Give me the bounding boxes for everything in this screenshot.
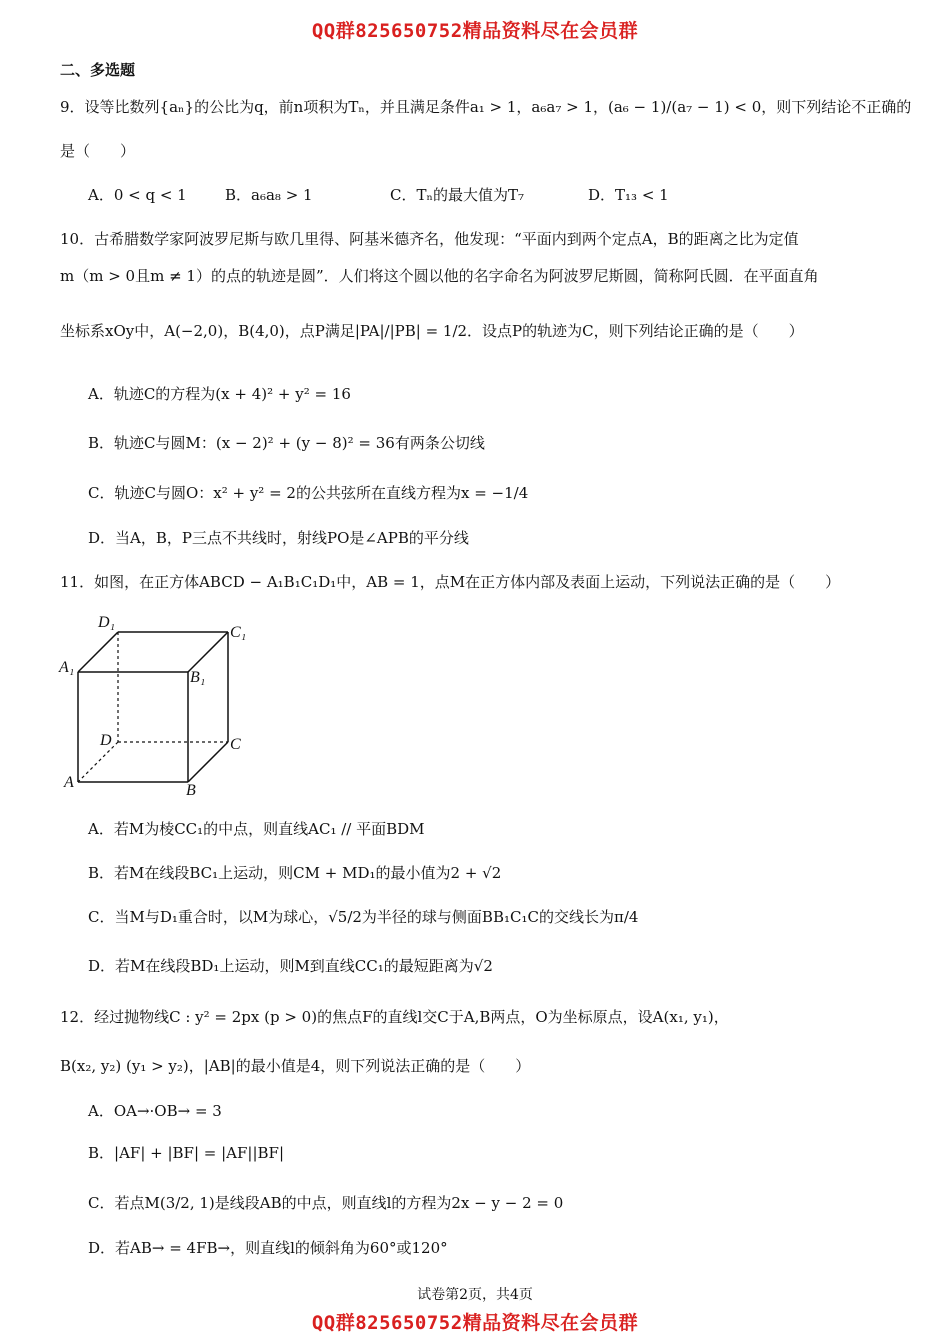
q9-option-c: C．Tₙ的最大值为T₇ (390, 186, 524, 204)
q11-option-b: B．若M在线段BC₁上运动，则CM + MD₁的最小值为2 + √2 (88, 864, 502, 882)
q9-line2: 是（ ） (60, 142, 136, 160)
cube-edge-c1-b1 (188, 632, 228, 672)
section-title: 二、多选题 (60, 61, 136, 79)
q12-option-b: B．|AF| + |BF| = |AF||BF| (88, 1144, 285, 1162)
q11-option-d: D．若M在线段BD₁上运动，则M到直线CC₁的最短距离为√2 (88, 957, 493, 975)
label-b1: B₁ (190, 669, 206, 686)
label-b: B (186, 782, 196, 797)
label-a: A (64, 774, 74, 791)
q11-option-c: C．当M与D₁重合时，以M为球心，√5/2为半径的球与侧面BB₁C₁C的交线长为π/4 (88, 908, 639, 926)
label-c: C (230, 736, 241, 753)
q9-option-b: B．a₆a₈ > 1 (225, 186, 313, 204)
cube-edge-a1-d1 (78, 632, 118, 672)
q11-line1: 11．如图，在正方体ABCD − A₁B₁C₁D₁中，AB = 1，点M在正方体内部及表面上运动，下列说法正确的是（ ） (60, 573, 841, 591)
q10-option-c: C．轨迹C与圆O：x² + y² = 2的公共弦所在直线方程为x = −1/4 (88, 484, 529, 502)
q9-option-d: D．T₁₃ < 1 (588, 186, 669, 204)
q10-option-d: D．当A，B，P三点不共线时，射线PO是∠APB的平分线 (88, 529, 469, 547)
q10-option-b: B．轨迹C与圆M：(x − 2)² + (y − 8)² = 36有两条公切线 (88, 434, 485, 452)
watermark-top: QQ群825650752精品资料尽在会员群 (311, 20, 639, 42)
q12-option-d: D．若AB→ = 4FB→，则直线l的倾斜角为60°或120° (88, 1239, 448, 1257)
q10-line1: 10．古希腊数学家阿波罗尼斯与欧几里得、阿基米德齐名，他发现：“平面内到两个定点A，B的距离之比为定值 (60, 230, 799, 248)
page-footer: 试卷第2页，共4页 (417, 1287, 533, 1303)
q12-line1: 12．经过抛物线C : y² = 2px (p > 0)的焦点F的直线l交C于A,B两点，O为坐标原点，设A(x₁, y₁)， (60, 1008, 729, 1026)
cube-edge-d-a-hidden (78, 742, 118, 782)
q12-option-c: C．若点M(3/2, 1)是线段AB的中点，则直线l的方程为2x − y − 2 = 0 (88, 1194, 564, 1212)
label-c1: C₁ (230, 624, 247, 641)
cube-edge-c-b (188, 742, 228, 782)
q10-line3: 坐标系xOy中，A(−2,0)，B(4,0)，点P满足|PA|/|PB| = 1/2．设点P的轨迹为C，则下列结论正确的是（ ） (60, 322, 804, 340)
label-a1: A₁ (59, 659, 75, 676)
cube-figure (58, 612, 258, 797)
q10-option-a: A．轨迹C的方程为(x + 4)² + y² = 16 (88, 385, 351, 403)
q12-line2: B(x₂, y₂) (y₁ > y₂)，|AB|的最小值是4，则下列说法正确的是（ ） (60, 1057, 531, 1075)
q11-option-a: A．若M为棱CC₁的中点，则直线AC₁ // 平面BDM (88, 820, 425, 838)
q12-option-a: A．OA→·OB→ = 3 (88, 1102, 222, 1120)
q9-option-a: A．0 < q < 1 (88, 186, 187, 204)
label-d: D (100, 732, 112, 749)
q9-line1: 9．设等比数列{aₙ}的公比为q，前n项积为Tₙ，并且满足条件a₁ > 1，a₆a₇ > 1，(a₆ − 1)/(a₇ − 1) < 0，则下列结论不正确的 (60, 98, 912, 116)
label-d1: D₁ (98, 614, 116, 631)
q10-line2: m（m > 0且m ≠ 1）的点的轨迹是圆”．人们将这个圆以他的名字命名为阿波罗尼斯圆，简称阿氏圆．在平面直角 (60, 267, 819, 285)
watermark-bottom: QQ群825650752精品资料尽在会员群 (311, 1312, 639, 1334)
